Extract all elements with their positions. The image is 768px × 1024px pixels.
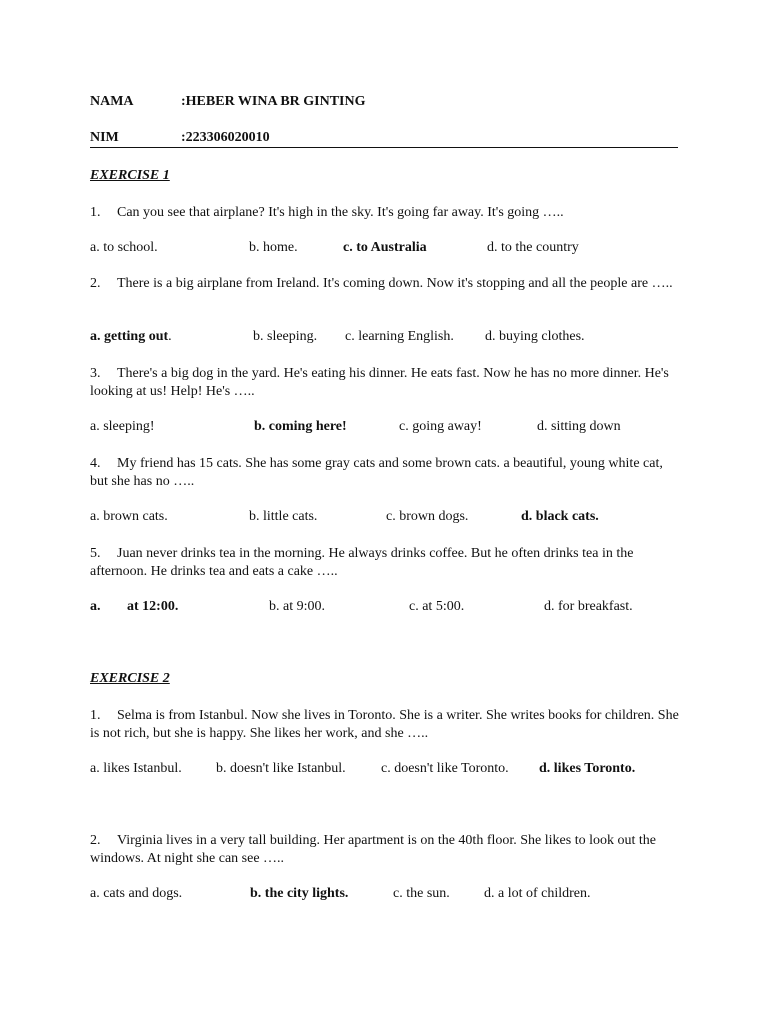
exercise-2-title: EXERCISE 2: [90, 671, 170, 686]
option: c. going away!: [399, 419, 482, 434]
option-answer: c. to Australia: [343, 240, 427, 255]
question-1-3: [90, 365, 680, 401]
question-text: Can you see that airplane? It's high in the sky. It's going far away. It's going …..: [117, 205, 564, 220]
option-answer: a. getting out: [90, 329, 169, 344]
question-1-5: [90, 545, 680, 581]
option: d. to the country: [487, 240, 579, 255]
option-answer-group: [90, 329, 172, 345]
header-divider: [90, 147, 678, 148]
option-period: .: [168, 329, 172, 344]
question-number: 2.: [90, 833, 101, 848]
option-answer: b. the city lights.: [250, 886, 349, 901]
question-2-2: [90, 832, 680, 868]
option-answer: d. likes Toronto.: [539, 761, 636, 776]
question-text: There's a big dog in the yard. He's eating his dinner. He eats fast. Now he has no more dinner. He's looking at us! Help! He's …..: [90, 366, 669, 399]
nama-label: NAMA: [90, 94, 134, 109]
question-1-2: [90, 275, 680, 293]
question-number: 4.: [90, 456, 101, 471]
question-1-4: [90, 455, 680, 491]
option: b. sleeping.: [253, 329, 318, 344]
nim-value: :223306020010: [181, 130, 270, 145]
question-number: 2.: [90, 276, 101, 291]
question-text: Virginia lives in a very tall building. Her apartment is on the 40th floor. She likes to look out the windows. At night she can see …..: [90, 833, 656, 866]
option: c. the sun.: [393, 886, 450, 901]
option: a. brown cats.: [90, 509, 168, 524]
exercise-1-title: EXERCISE 1: [90, 168, 170, 183]
question-number: 3.: [90, 366, 101, 381]
option: c. learning English.: [345, 329, 454, 344]
question-number: 5.: [90, 546, 101, 561]
option-answer: d. black cats.: [521, 509, 599, 524]
option: d. sitting down: [537, 419, 621, 434]
question-2-1: [90, 707, 680, 743]
question-text: Juan never drinks tea in the morning. He always drinks coffee. But he often drinks tea in the afternoon. He drinks tea and eats a cake …..: [90, 546, 634, 579]
question-text: There is a big airplane from Ireland. It's coming down. Now it's stopping and all the people are …..: [117, 276, 673, 291]
option: a. likes Istanbul.: [90, 761, 182, 776]
question-1-1: [90, 204, 680, 222]
question-number: 1.: [90, 708, 101, 723]
question-text: My friend has 15 cats. She has some gray cats and some brown cats. a beautiful, young white cat, but she has no …..: [90, 456, 663, 489]
option: c. doesn't like Toronto.: [381, 761, 509, 776]
option: c. brown dogs.: [386, 509, 469, 524]
question-text: Selma is from Istanbul. Now she lives in Toronto. She is a writer. She writes books for children. She is not rich, but she is happy. She likes her work, and she …..: [90, 708, 679, 741]
nama-value: :HEBER WINA BR GINTING: [181, 94, 366, 109]
option: d. buying clothes.: [485, 329, 585, 344]
option: a. sleeping!: [90, 419, 155, 434]
option: b. little cats.: [249, 509, 318, 524]
option: b. at 9:00.: [269, 599, 325, 614]
option: a. to school.: [90, 240, 158, 255]
option: c. at 5:00.: [409, 599, 465, 614]
option: a. cats and dogs.: [90, 886, 183, 901]
option: b. doesn't like Istanbul.: [216, 761, 346, 776]
option-answer: at 12:00.: [127, 599, 179, 614]
option: d. for breakfast.: [544, 599, 633, 614]
option: d. a lot of children.: [484, 886, 591, 901]
option-answer-letter: a.: [90, 599, 101, 614]
option-answer: b. coming here!: [254, 419, 347, 434]
option: b. home.: [249, 240, 298, 255]
nim-label: NIM: [90, 130, 119, 145]
question-number: 1.: [90, 205, 101, 220]
